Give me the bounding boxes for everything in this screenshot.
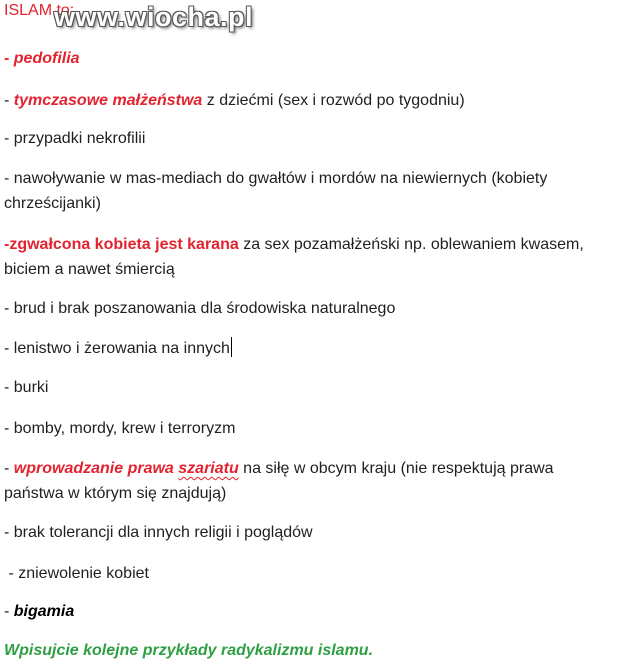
list-item-text: - zniewolenie kobiet — [4, 565, 149, 582]
list-item-bold: tymczasowe małżeństwa — [13, 92, 203, 109]
list-item-text-line1: - nawoływanie w mas-mediach do gwałtów i mordów na niewiernych (kobiety — [4, 170, 548, 187]
list-item — [4, 166, 620, 216]
list-item-bold: zgwałcona kobieta jest karana — [9, 236, 239, 253]
list-item — [4, 46, 620, 71]
list-item-dash: - — [4, 460, 14, 477]
text-cursor — [231, 337, 232, 357]
watermark: www.wiocha.pl — [54, 2, 254, 32]
list-item — [4, 336, 620, 361]
list-item-text-line2: państwa w którym się znajdują) — [4, 485, 227, 502]
list-item — [4, 375, 620, 400]
list-item-bold: pedofilia — [13, 50, 80, 67]
list-item-text: z dziećmi (sex i rozwód po tygodniu) — [202, 92, 465, 109]
list-item-text-line2: biciem a nawet śmiercią — [4, 261, 175, 278]
list-item-text: na siłę w obcym kraju (nie respektują prawa — [238, 460, 554, 477]
list-item-dash: - — [4, 603, 14, 620]
list-item-bold: wprowadzanie prawa — [13, 460, 179, 477]
list-item-text: - brud i brak poszanowania dla środowiska naturalnego — [4, 300, 396, 317]
list-item — [4, 88, 620, 113]
list-item-text-line2: chrześcijanki) — [4, 195, 101, 212]
closing-line — [4, 638, 620, 663]
list-item-text: - bomby, mordy, krew i terroryzm — [4, 420, 236, 437]
list-item — [4, 232, 620, 282]
list-item — [4, 520, 620, 545]
list-item-dash: - — [4, 236, 10, 253]
list-item-text: - burki — [4, 379, 49, 396]
heading: ISLAM to: — [4, 2, 75, 19]
list-item-text: za sex pozamałżeński np. oblewaniem kwasem, — [238, 236, 584, 253]
list-item-dash: - — [4, 92, 14, 109]
list-item-text: - lenistwo i żerowania na innych — [4, 340, 230, 357]
list-item — [4, 599, 620, 624]
list-item — [4, 416, 620, 441]
list-item — [4, 456, 620, 506]
list-item-dash: - — [4, 50, 14, 67]
list-item-bold-spellcheck: szariatu — [178, 460, 239, 477]
closing-text: Wpisujcie kolejne przykłady radykalizmu islamu. — [4, 642, 374, 659]
list-item — [4, 126, 620, 151]
list-item — [4, 561, 620, 586]
list-item-bold: bigamia — [13, 603, 75, 620]
list-item-text: - przypadki nekrofilii — [4, 130, 146, 147]
list-item — [4, 296, 620, 321]
list-item-text: - brak tolerancji dla innych religii i poglądów — [4, 524, 313, 541]
